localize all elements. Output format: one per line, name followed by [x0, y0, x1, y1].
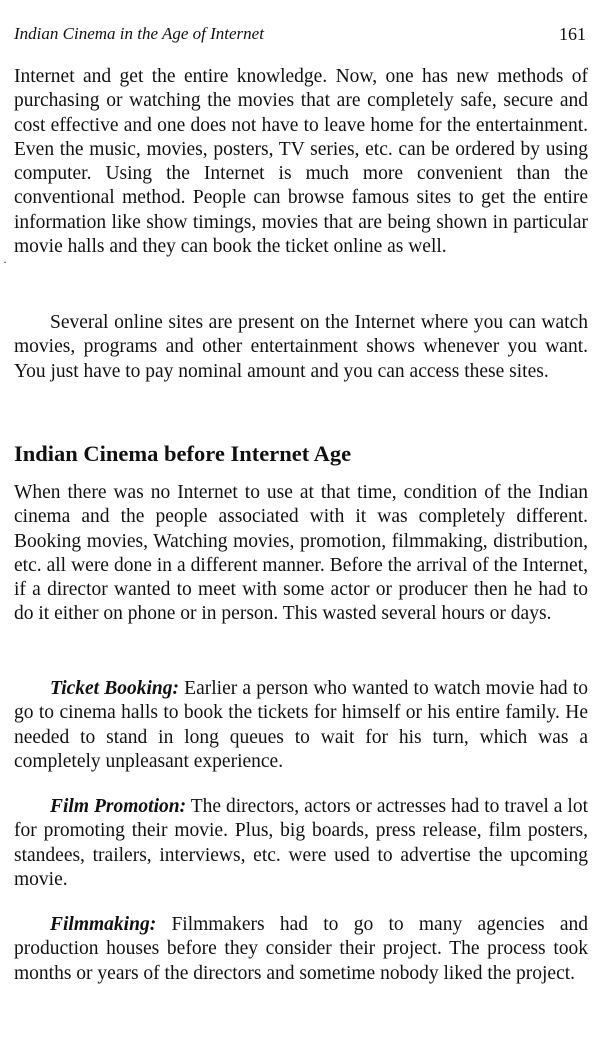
page-number: 161	[559, 24, 586, 44]
running-title: Indian Cinema in the Age of Internet	[14, 24, 264, 43]
film-promotion-term: Film Promotion:	[50, 796, 187, 817]
filmmaking-term: Filmmaking:	[50, 914, 157, 935]
ticket-booking-paragraph	[14, 677, 588, 774]
filmmaking-text: Filmmakers had to go to many agencies and production houses before they consider their project. The process took months or years of the directors and sometime nobody liked the project.	[14, 914, 588, 984]
ticket-booking-text: Earlier a person who wanted to watch movie had to go to cinema halls to book the tickets for himself or his entire family. He needed to stand in long queues to wait for his turn, which was a completely unpleasant experience.	[14, 678, 588, 772]
body-paragraph-1: Internet and get the entire knowledge. Now, one has new methods of purchasing or watching the movies that are completely safe, secure and cost effective and one does not have to leave home for the entertainment. Even the music, movies, posters, TV series, etc. can be ordered by using computer. Using the Internet is much more convenient than the conventional method. People can browse famous sites to get the entire information like show timings, movies that are being shown in particular movie halls and they can book the ticket online as well.	[14, 66, 588, 258]
film-promotion-paragraph	[14, 795, 588, 892]
film-promotion-text: The directors, actors or actresses had to travel a lot for promoting their movie. Plus, big boards, press release, film posters, standees, trailers, interviews, etc. were used to advertise the upcoming movie.	[14, 796, 588, 890]
filmmaking-paragraph	[14, 913, 588, 986]
section-intro-paragraph: When there was no Internet to use at that time, condition of the Indian cinema and the people associated with it was completely different. Booking movies, Watching movies, promotion, filmmaking, distribution, etc. all were done in a different manner. Before the arrival of the Internet, if a director wanted to meet with some actor or producer then he had to do it either on phone or in person. This wasted several hours or days.	[14, 482, 588, 625]
running-header	[14, 22, 586, 46]
ticket-booking-term: Ticket Booking:	[50, 678, 180, 699]
margin-dot: ·	[3, 255, 7, 269]
section-heading: Indian Cinema before Internet Age	[14, 441, 352, 466]
body-paragraph-2: Several online sites are present on the Internet where you can watch movies, programs and other entertainment shows whenever you want. You just have to pay nominal amount and you can access these sites.	[14, 312, 588, 382]
